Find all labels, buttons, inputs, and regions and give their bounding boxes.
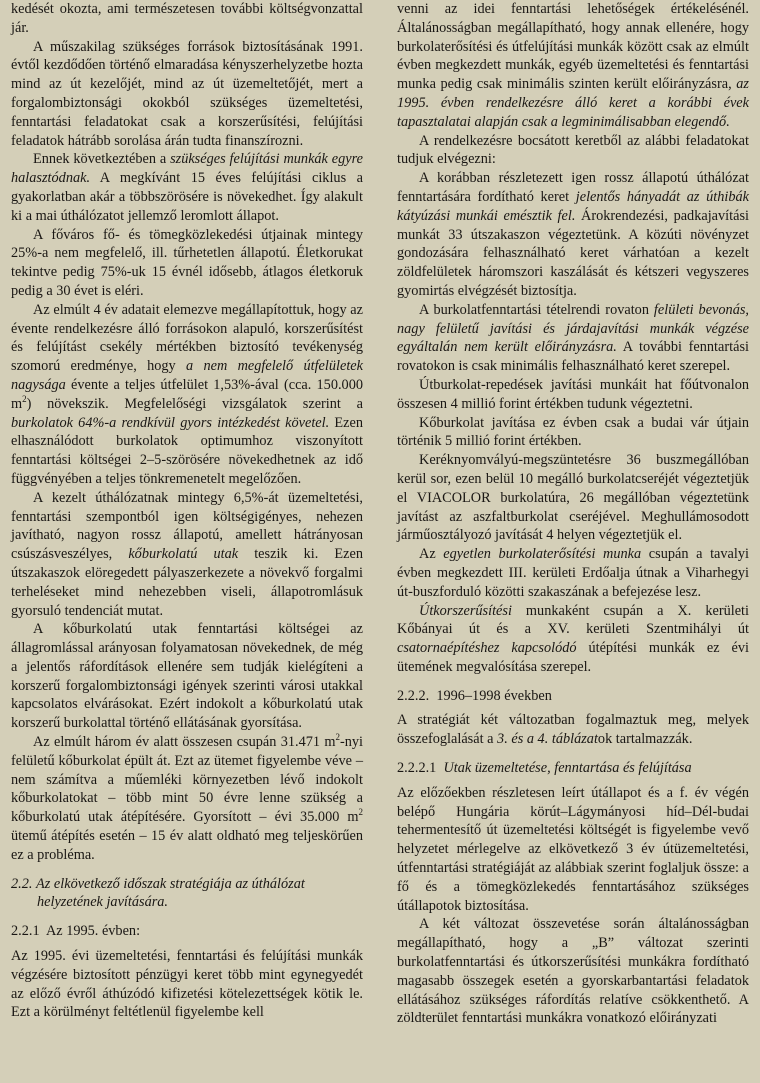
text-run: A további fenntartási rovatokon is csak minimális felhasználható keret szerepel. <box>397 339 749 375</box>
paragraph <box>397 545 749 601</box>
paragraph: A műszakilag szükséges források biztosításának 1991. évtől kezdődően történő elmaradása kényszerhelyzetbe hozta mind az út kezelőjét, mind az út üzemeltetőjét, mert a forgalombiztonsági okokból szükséges üzemeltetési, fenntartási feladatokat csak a korszerűsítési, felújítási feladatok hátrább sorolása árán tudta finanszírozni. <box>11 38 363 149</box>
text-run: A stratégiát két változatban fogalmaztuk meg, melyek összefoglalását a <box>397 712 749 748</box>
section-heading-2-2-1: 2.2.1 Az 1995. évben: <box>11 923 141 940</box>
heading-title: Az elkövetkező időszak stratégiája az úthálózat helyzetének javítására. <box>36 875 305 911</box>
text-run: ) növekszik. Megfelelőségi vizsgálatok szerint a <box>26 395 363 412</box>
emphasis: jelentős hányadát az úthibák kátyúzási munkái emésztik fel. <box>397 188 749 224</box>
text-run: munkaként csupán a X. kerületi Kőbányai út és a XV. kerületi Szentmihályi út <box>397 602 749 638</box>
paragraph <box>11 733 363 865</box>
superscript: 2 <box>358 807 363 818</box>
paragraph <box>11 150 363 225</box>
emphasis: felületi bevonás, nagy felületű javítási és járdajavítási munkák végzése egyáltalán nem került előirányzásra. <box>397 301 749 356</box>
heading-title: Utak üzemeltetése, fenntartása és felújítása <box>443 760 692 777</box>
text-run: A burkolatfenntartási tételrendi rovaton <box>419 301 654 318</box>
superscript: 2 <box>335 732 340 743</box>
text-run: Ezen elhasználódott burkolatok optimumhoz viszonyított fenntartási költségei 2–5-szörösére növekedhetnek az idő függvényében a teljes tönkremenetelt megelőzően. <box>11 414 363 487</box>
text-run: teszik ki. Ezen útszakaszok elöregedett pályaszerkezete a növekvő forgalmi terheléseket mind nehezebben viseli, állapotromlásuk gyorsuló tendenciát mutat. <box>11 546 364 619</box>
emphasis: kőburkolatú utak <box>128 546 239 563</box>
paragraph <box>397 169 749 301</box>
emphasis: Útkorszerűsítési <box>419 602 512 619</box>
text-run: útépítési munkák ez évi ütemének megvalósítása szerepel. <box>397 640 749 675</box>
text-run: ütemű átépítés esetén – 15 év alatt oldható meg teljeskörűen ez a probléma. <box>11 828 363 863</box>
heading-number: 2.2. <box>11 875 33 892</box>
paragraph: Keréknyomvályú-megszüntetésre 36 buszmegállóban kerül sor, ezen belül 10 megálló burkolatcseréjét végeztetjük el VIACOLOR burkolatúra, 26 megállóban végeztetünk javítást az aszfaltburkolat cseréjével. Meghullámosodott járműosztályozó javítását 4 helyen végeztetjük el. <box>397 452 749 544</box>
paragraph: A főváros fő- és tömegközlekedési útjainak mintegy 25%-a nem megfelelő, ill. tűrhetetlen állapotú. Életkorukat tekintve pedig 75%-uk 15 évnél idősebb, átlagos életkoruk pedig a 30 évet is eléri. <box>11 226 363 299</box>
emphasis: az 1995. évben rendelkezésre álló keret a korábbi évek tapasztalatai alapján csak a legminimálisabban elegendő. <box>397 76 749 130</box>
paragraph: kedését okozta, ami természetesen további költségvonzattal jár. <box>11 1 363 36</box>
text-run: venni az idei fenntartási lehetőségek értékelésénél. Általánosságban megállapítható, hogy annak ellenére, hogy burkolaterősítési és útfelújítási munkák között csak az elmúlt évben megkezdett munkák, egyéb üzemeltetési és fenntartási munka pedig csak minimális szinten került előirányzásra, <box>397 1 749 93</box>
paragraph: A kőburkolatú utak fenntartási költségei az állagromlással arányosan folyamatosan növekednek, de még a jelentős ráfordítások ellenére sem tudják kielégíteni a korszerű forgalombiztonsági igények szerinti városi utakkal kapcsolatos elvárásokat. Ezért indokolt a kőburkolatú utak korszerű burkolattal történő ellátásának gyorsítása. <box>11 621 363 732</box>
paragraph <box>397 0 749 132</box>
paragraph: A rendelkezésre bocsátott keretből az alábbi feladatokat tudjuk elvégezni: <box>397 132 749 168</box>
paragraph: Kőburkolat javítása ez évben csak a budai vár útjain történik 5 millió forint értékben. <box>397 414 749 450</box>
paragraph <box>397 711 749 749</box>
section-heading-2-2 <box>11 875 363 913</box>
emphasis: egyetlen burkolaterősítési munka <box>443 546 642 563</box>
text-run: Az <box>419 546 444 563</box>
left-column <box>11 0 363 1022</box>
heading-number: 2.2.2.1 <box>397 760 437 777</box>
section-heading-2-2-2-1 <box>397 759 749 778</box>
paragraph <box>397 602 749 677</box>
emphasis: a nem megfelelő útfelületek nagysága <box>11 358 363 393</box>
text-run: Az elmúlt 4 év adatait elemezve megállapítottuk, hogy az évente rendelkezésre álló forrásokon alapuló, korszerűsítést és felújítást csekély mértékben biztosító tevékenység szomorú eredménye, hogy <box>11 301 363 375</box>
text-run: Az elmúlt három év alatt összesen csupán 31.471 m <box>33 734 336 751</box>
paragraph <box>11 489 363 621</box>
text-run: -nyi felületű kőburkolat épült át. Ezt az ütemet figyelembe véve – nem számítva a műemléki környezetben lévő indokolt kőburkolatokat – több mint 50 évre lenne szükség a kőburkolatú utak átépítésére. Gyorsított – évi 35.000 m <box>11 734 363 826</box>
text-run: Ennek következtében a <box>33 151 171 168</box>
emphasis: szükséges felújítási munkák egyre halasztódnak. <box>11 151 363 187</box>
paragraph <box>11 301 363 489</box>
paragraph: A két változat összevetése során általánosságban megállapítható, hogy a „B” változat szerinti burkolatfenntartási és útkorszerűsítési munkákra fordítható magasabb összegek esetén a gyorskarbantartási feladatok ellátásához szükséges ráfordítás relatíve csökkenthető. A zöldterület fenntartási munkákra vonatkozó előirányzati <box>397 916 749 1027</box>
right-column <box>397 0 749 1028</box>
emphasis: burkolatok 64%-a rendkívül gyors intézkedést követel. <box>11 414 330 431</box>
paragraph: Az 1995. évi üzemeltetési, fenntartási és felújítási munkák végzésére biztosított pénzügyi keret több mint egynegyedét az előző évről áthúzódó kifizetési kötelezettségek kötik le. Ezt a körülményt feltétlenül figyelembe kell <box>11 948 363 1021</box>
emphasis: csatornaépítéshez kapcsolódó <box>397 640 577 657</box>
text-run: A korábban részletezett igen rossz állapotú úthálózat fenntartására fordítható keret <box>397 170 749 205</box>
text-run: ok tartalmazzák. <box>597 731 693 748</box>
paragraph <box>397 301 749 376</box>
paragraph: Útburkolat-repedések javítási munkáit hat főútvonalon összesen 4 millió forint értékben tudunk végeztetni. <box>397 376 749 412</box>
text-run: évente a teljes útfelület 1,53%-ával (cca. 150.000 m <box>11 376 363 412</box>
section-heading-2-2-2: 2.2.2. 1996–1998 években <box>397 687 552 704</box>
text-run: csupán a tavalyi évben megkezdett III. kerületi Erdőalja útnak a Viharhegyi út-buszforduló közötti szakaszának a befejezése lesz. <box>397 546 749 600</box>
paragraph: Az előzőekben részletesen leírt útállapot és a f. év végén belépő Hungária körút–Lágymányosi híd–Dél-budai tehermentesítő út üzemeltetési költségét is figyelembe vevő helyzetet mérlegelve az elkövetkező 3 év útüzemeltetési, útfenntartási stratégiáját az alábbiak szerint foglaljuk össze: a fő és a tömegközlekedés fenntartásához szükséges útállapotok biztosítása. <box>397 784 749 914</box>
superscript: 2 <box>22 393 27 404</box>
text-run: Árokrendezési, padkajavítási munkát 33 útszakaszon végeztetünk. A közúti növényzet gondozására felhasználható keret várhatóan a kezelt zöldfelületek háromszori kaszálását és kétszeri vegyszeres gyomirtás elvégzését biztosítja. <box>397 207 749 299</box>
emphasis: 3. és a 4. táblázat <box>497 731 598 748</box>
text-run: A megkívánt 15 éves felújítási ciklus a gyakorlatban akár a többszörösére is növekedhet. Így alakult ki a mai úthálózatot jellemző leromlott állapot. <box>11 170 363 224</box>
text-run: A kezelt úthálózatnak mintegy 6,5%-át üzemeltetési, fenntartási szempontból igen költségigényes, nehezen javítható, nagyon rossz állapotú, amellett hátrányosan csúszásveszélyes, <box>11 489 363 563</box>
